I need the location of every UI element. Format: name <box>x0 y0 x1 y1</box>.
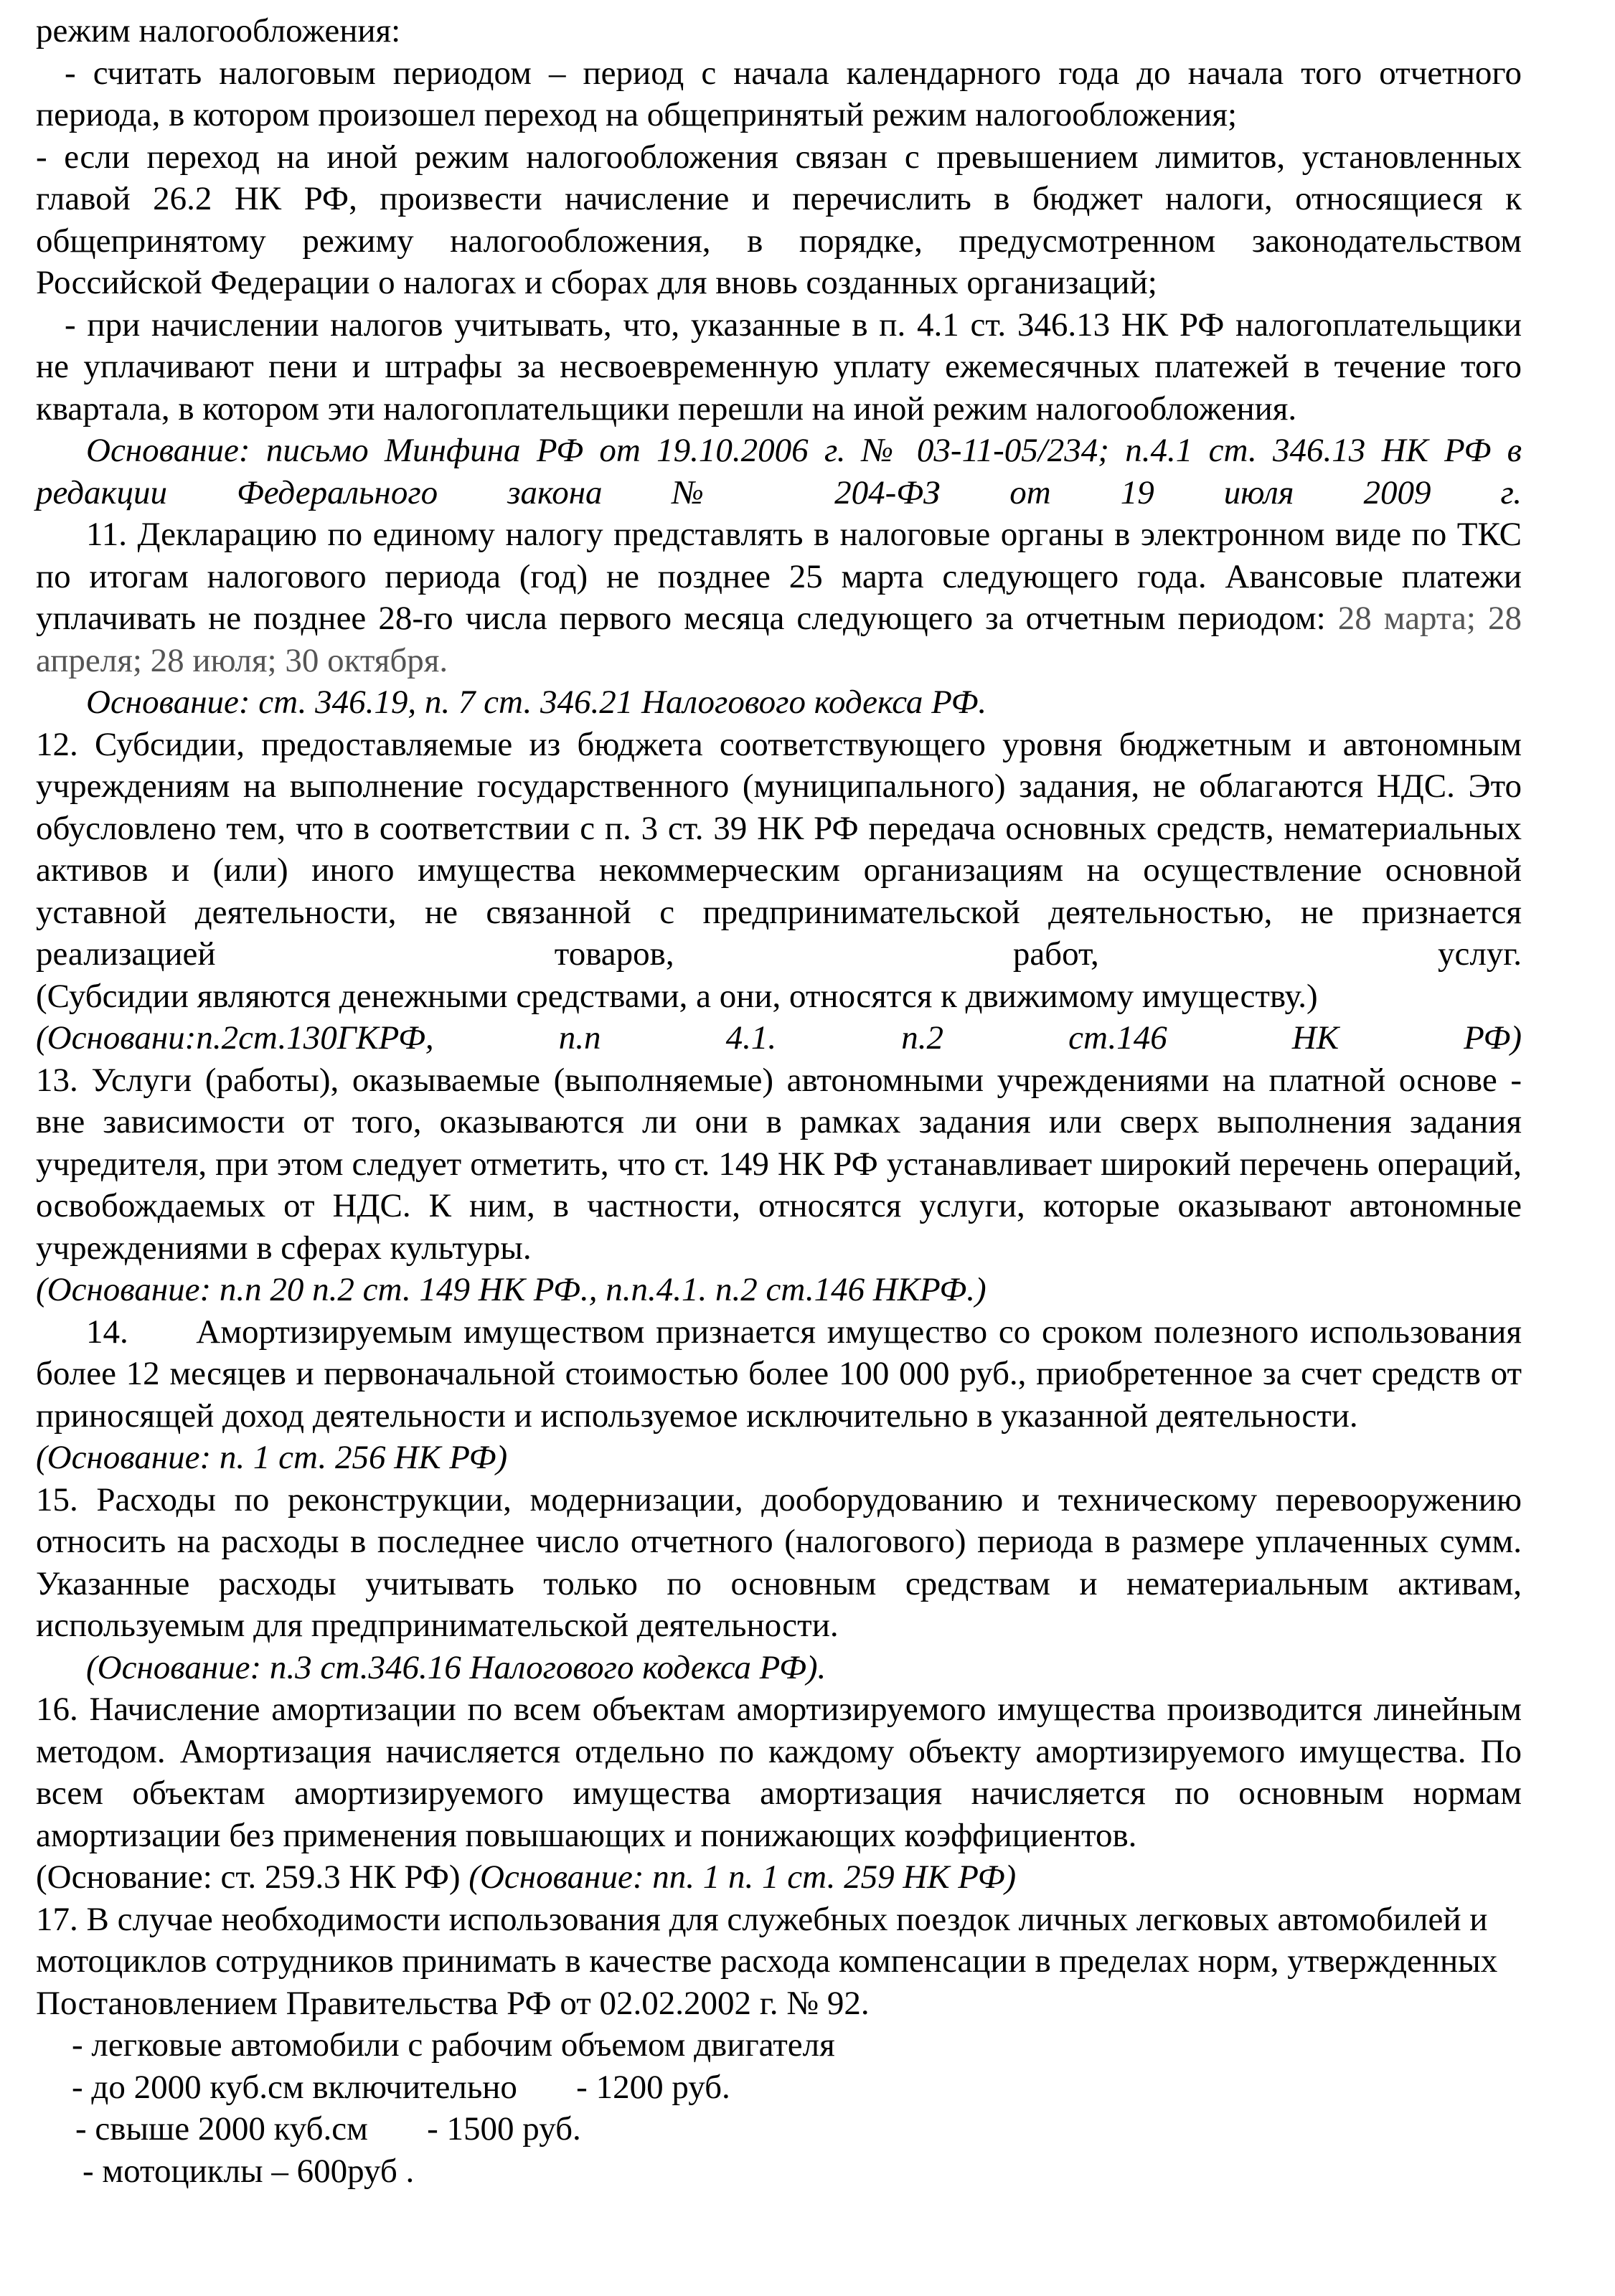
paragraph-12-note: (Субсидии являются денежными средствами, а они, относятся к движимому имуществу.) <box>36 977 1318 1015</box>
list-item-limit-exceeded: - если переход на иной режим налогообложения связан с превышением лимитов, установленных главой 26.2 НК РФ, произвести начисление и перечислить в бюджет налоги, относящиеся к общепринятому режиму налогообложения, в порядке, предусмотренном законодательством Российской Федерации о налогах и сборах для вновь созданных организаций; <box>36 138 1522 301</box>
up-to-2000-amount: - 1200 руб. <box>576 2068 730 2106</box>
paragraph-14-number: 14. <box>86 1313 128 1351</box>
paragraph-13: 13. Услуги (работы), оказываемые (выполняемые) автономными учреждениями на платной основе - вне зависимости от того, оказываются ли они в рамках задания или сверх выполнения задания учредителя, при этом следует отметить, что ст. 149 НК РФ устанавливает широкий перечень операций, освобождаемых от НДС. К ним, в частности, относятся услуги, которые оказывают автономные учреждениями в сферах культуры. <box>36 1061 1522 1267</box>
paragraph-16: 16. Начисление амортизации по всем объектам амортизируемого имущества производится линейным методом. Амортизация начисляется отдельно по каждому объекту амортизируемого имущества. По всем объектам амортизируемого имущества амортизация начисляется по основным нормам амортизации без применения повышающих и понижающих коэффициентов. <box>36 1691 1522 1854</box>
basis-note-12: (Основани:п.2ст.130ГКРФ, п.п 4.1. п.2 ст.146 НК РФ) <box>36 1019 1522 1057</box>
over-2000-label: - свыше 2000 куб.см <box>75 2110 368 2148</box>
paragraph-11-text: 11. Декларацию по единому налогу представлять в налоговые органы в электронном виде по ТКС по итогам налогового периода (год) не позднее 25 марта следующего года. Авансовые платежи уплачивать не позднее 28-го числа первого месяца следующего за отчетным периодом: <box>36 516 1522 637</box>
basis-note-11: Основание: ст. 346.19, п. 7 ст. 346.21 Налогового кодекса РФ. <box>86 684 987 721</box>
basis-note-14: (Основание: п. 1 ст. 256 НК РФ) <box>36 1439 508 1476</box>
paragraph-15: 15. Расходы по реконструкции, модернизации, дооборудованию и техническому перевооружению относить на расходы в последнее число отчетного (налогового) периода в размере уплаченных сумм. Указанные расходы учитывать только по основным средствам и нематериальным активам, используемым для предпринимательской деятельности. <box>36 1480 1522 1644</box>
paragraph-14 <box>36 1311 1522 1437</box>
list-item-tax-period: - считать налоговым периодом – период с начала календарного года до начала того отчетного периода, в котором произошел переход на общепринятый режим налогообложения; <box>36 54 1522 133</box>
paragraph-17: 17. В случае необходимости использования для служебных поездок личных легковых автомобилей и мотоциклов сотрудников принимать в качестве расхода компенсации в пределах норм, утвержденных Постановлением Правительства РФ от 02.02.2002 г. № 92. <box>36 1900 1498 2022</box>
over-2000-amount: - 1500 руб. <box>427 2110 581 2148</box>
paragraph-12: 12. Субсидии, предоставляемые из бюджета соответствующего уровня бюджетным и автономным учреждениям на выполнение государственного (муниципального) задания, не облагаются НДС. Это обусловлено тем, что в соответствии с п. 3 ст. 39 НК РФ передача основных средств, нематериальных активов и (или) иного имущества некоммерческим организациям на осуществление основной уставной деятельности, не связанной с предпринимательской деятельностью, не признается реализацией товаров, работ, услуг. <box>36 725 1522 973</box>
paragraph-14-text: Амортизируемым имуществом признается имущество со сроком полезного использования более 12 месяцев и первоначальной стоимостью более 100 000 руб., приобретенное за счет средств от приносящей доход деятельности и используемое исключительно в указанной деятельности. <box>36 1313 1522 1435</box>
list-item-penalties: - при начислении налогов учитывать, что, указанные в п. 4.1 ст. 346.13 НК РФ налогоплательщики не уплачивают пени и штрафы за несвоевременную уплату ежемесячных платежей в течение того квартала, в котором эти налогоплательщики перешли на иной режим налогообложения. <box>36 306 1522 427</box>
list-item-cars: - легковые автомобили с рабочим объемом двигателя <box>72 2026 835 2064</box>
basis-note-16-plain: (Основание: ст. 259.3 НК РФ) <box>36 1858 469 1896</box>
paragraph-11-dates: 28 марта; 28 апреля; 28 июля; 30 октября. <box>36 600 1522 679</box>
list-item-over-2000 <box>36 2108 1522 2150</box>
intro-line: режим налогообложения: <box>36 12 401 49</box>
paragraph-16-basis <box>36 1856 1522 1899</box>
list-item-motorcycles: - мотоциклы – 600руб . <box>83 2152 415 2190</box>
basis-note-10: Основание: письмо Минфина РФ от 19.10.2006 г. № 03-11-05/234; п.4.1 ст. 346.13 НК РФ в редакции Федерального закона № 204-ФЗ от 19 июля 2009 г. <box>36 432 1522 511</box>
up-to-2000-label: - до 2000 куб.см включительно <box>72 2068 517 2106</box>
basis-note-16-italic: (Основание: пп. 1 п. 1 ст. 259 НК РФ) <box>469 1858 1017 1896</box>
basis-note-15: (Основание: п.3 ст.346.16 Налогового кодекса РФ). <box>86 1648 827 1686</box>
paragraph-11 <box>36 514 1522 681</box>
list-item-up-to-2000 <box>36 2066 1522 2109</box>
basis-note-13: (Основание: п.п 20 п.2 ст. 149 НК РФ., п.п.4.1. п.2 ст.146 НКРФ.) <box>36 1271 987 1308</box>
